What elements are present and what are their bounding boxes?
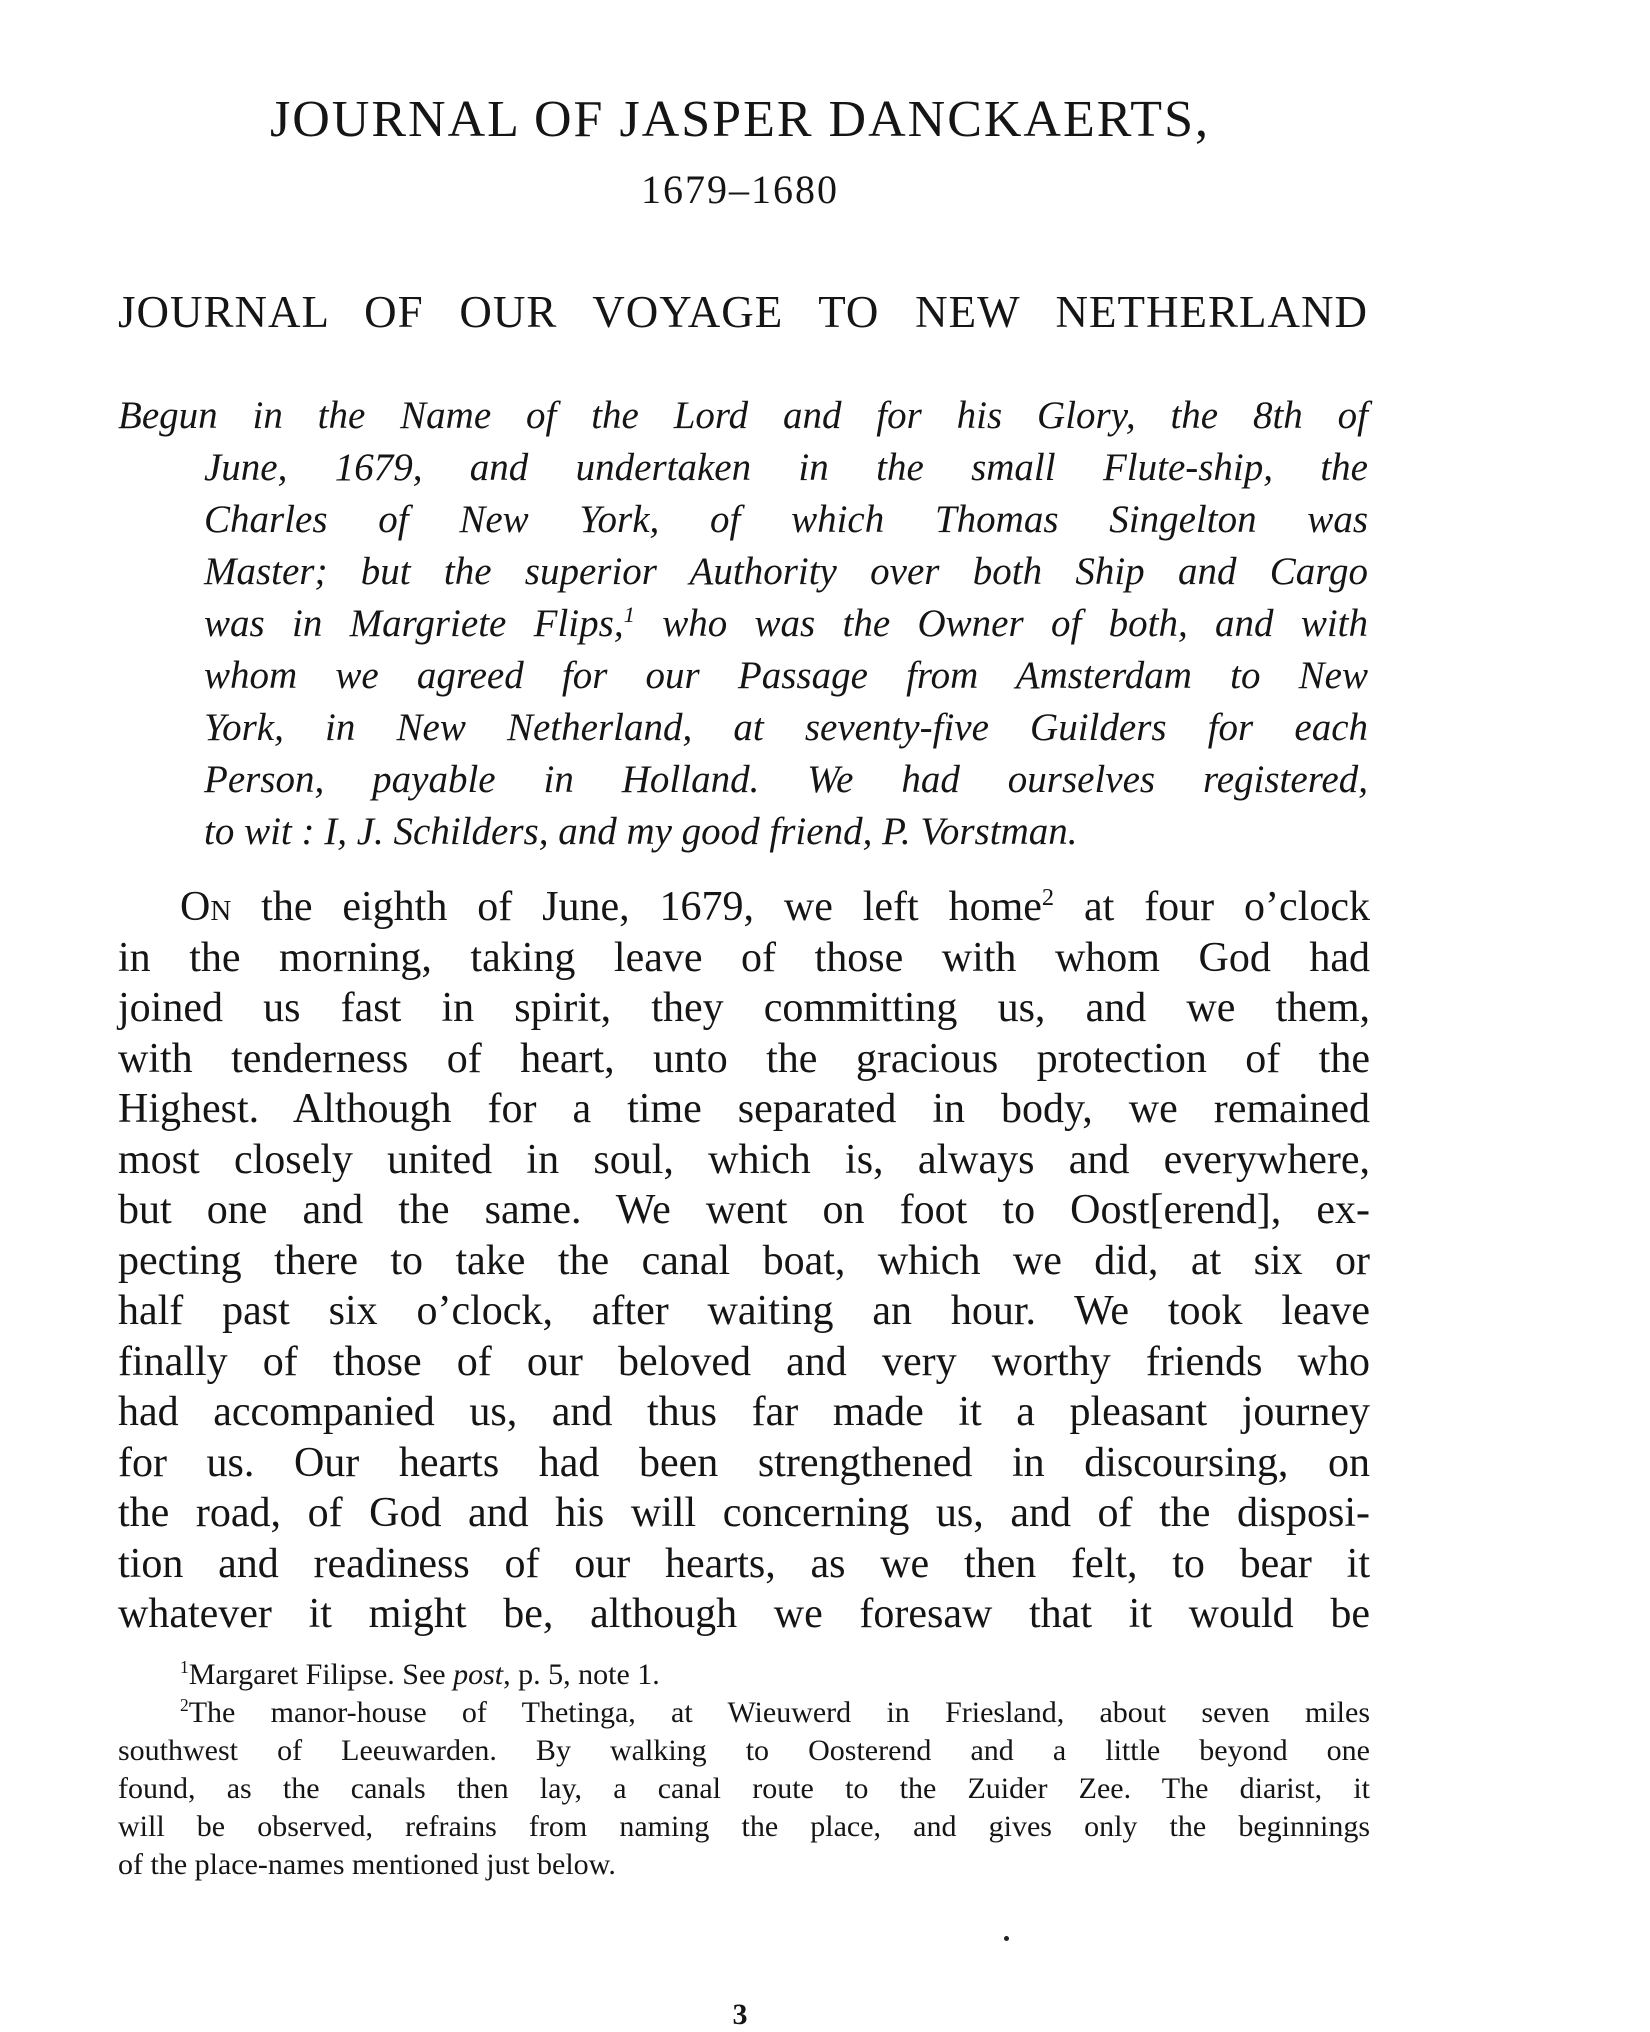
preface-line: June, 1679, and undertaken in the small Flute-ship, the <box>204 446 1368 489</box>
footnotes <box>118 1656 1370 1884</box>
footnote-line: southwest of Leeuwarden. By walking to Oosterend and a little beyond one <box>118 1734 1370 1767</box>
preface-line: Charles of New York, of which Thomas Singelton was <box>204 498 1368 541</box>
preface-line <box>118 598 1368 650</box>
body-line <box>118 882 1370 933</box>
title-years: 1679–1680 <box>641 167 839 212</box>
footnote-mark: 1 <box>180 1657 189 1677</box>
preface-line: Master; but the superior Authority over both Ship and Cargo <box>204 550 1368 593</box>
preface-line: York, in New Netherland, at seventy-five Guilders for each <box>204 706 1368 749</box>
drop-word: On <box>180 884 232 930</box>
preface-line: whom we agreed for our Passage from Amsterdam to New <box>204 654 1368 697</box>
body-line: most closely united in soul, which is, always and everywhere, <box>118 1136 1370 1183</box>
body-line-text: at four o’clock <box>1054 884 1370 930</box>
footnote-text: , p. 5, note 1. <box>503 1658 660 1691</box>
section-heading: JOURNAL OF OUR VOYAGE TO NEW NETHERLAND <box>118 287 1368 337</box>
body-line: Highest. Although for a time separated in body, we remained <box>118 1086 1370 1132</box>
footnote-mark: 2 <box>180 1695 189 1715</box>
body-line: half past six o’clock, after waiting an hour. We took leave <box>118 1288 1370 1334</box>
footnote-1 <box>118 1656 1370 1694</box>
body-line: joined us fast in spirit, they committing us, and we them, <box>118 985 1370 1031</box>
footnote-line: found, as the canals then lay, a canal route to the Zuider Zee. The diarist, it <box>118 1772 1370 1805</box>
preface-line-text: was in Margriete Flips, <box>204 602 624 645</box>
preface-line-text: who was the Owner of both, and with <box>634 602 1368 645</box>
body-line: pecting there to take the canal boat, which we did, at six or <box>118 1237 1370 1284</box>
preface-line: to wit : I, J. Schilders, and my good friend, P. Vorstman. <box>204 810 1078 853</box>
body-line: finally of those of our beloved and very worthy friends who <box>118 1338 1370 1385</box>
body-line: in the morning, taking leave of those with whom God had <box>118 934 1370 981</box>
footnote-line: of the place-names mentioned just below. <box>118 1848 616 1881</box>
body-line: whatever it might be, although we foresaw that it would be <box>118 1591 1370 1637</box>
footnote-2 <box>118 1694 1370 1732</box>
italic-preface <box>118 390 1368 858</box>
body-line: had accompanied us, and thus far made it a pleasant journey <box>118 1389 1370 1435</box>
body-line: the road, of God and his will concerning us, and of the disposi- <box>118 1490 1370 1536</box>
footnote-italic: post <box>453 1658 504 1691</box>
body-line: with tenderness of heart, unto the gracious protection of the <box>118 1035 1370 1082</box>
body-line: but one and the same. We went on foot to Oost[erend], ex- <box>118 1187 1370 1233</box>
body-line: for us. Our hearts had been strengthened in discoursing, on <box>118 1439 1370 1486</box>
footnote-line: will be observed, refrains from naming the place, and gives only the beginnings <box>118 1810 1370 1843</box>
preface-line: Begun in the Name of the Lord and for his Glory, the 8th of <box>118 394 1368 437</box>
ink-speck <box>1004 1936 1009 1941</box>
body-line-text: the eighth of June, 1679, we left home <box>231 884 1042 930</box>
footnote-ref-2: 2 <box>1041 884 1055 911</box>
footnote-text: Margaret Filipse. See <box>188 1658 454 1691</box>
footnote-text: The manor-house of Thetinga, at Wieuwerd in Friesland, about seven miles <box>188 1696 1370 1729</box>
body-line: tion and readiness of our hearts, as we then felt, to bear it <box>118 1540 1370 1587</box>
body-paragraph <box>118 882 1370 1640</box>
page-title: JOURNAL OF JASPER DANCKAERTS, <box>270 91 1210 148</box>
preface-line: Person, payable in Holland. We had ourselves registered, <box>204 758 1368 801</box>
page-number: 3 <box>732 1998 748 2031</box>
footnote-ref-1: 1 <box>623 602 635 627</box>
